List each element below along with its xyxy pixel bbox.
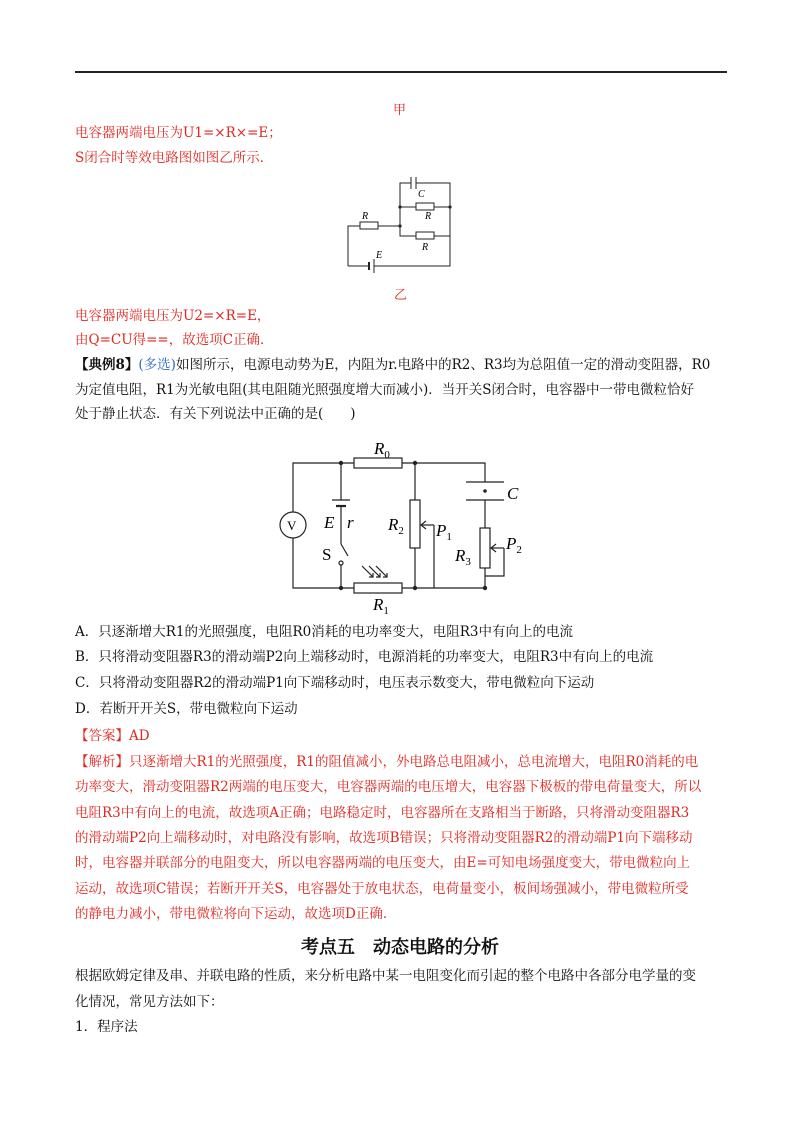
answer-value: AD xyxy=(129,728,150,744)
label-r: r xyxy=(347,513,354,532)
example-text-1: 如图所示，电源电动势为E，内阻为r.电路中的R2、R3均为总阻值一定的滑动变阻器，R0 xyxy=(175,357,711,373)
voltmeter-label: V xyxy=(287,518,297,533)
yi-label-r-bottom: R xyxy=(422,242,429,253)
label-p1: $P_1$ xyxy=(436,521,452,543)
example-circuit xyxy=(270,430,540,615)
yi-label-e: E xyxy=(376,250,383,261)
analysis-line-4: 的滑动端P2向上端移动时，对电路没有影响，故选项B错误；只将滑动变阻器R2的滑动端P1向下端移动 xyxy=(75,830,693,846)
analysis-line-6: 运动，故选项C错误；若断开开关S，电容器处于放电状态，电荷量变小，板间场强减小，带电微粒所受 xyxy=(75,881,689,897)
solution-line-1: 电容器两端电压为U1=×R×=E； xyxy=(75,125,282,141)
body-line-1: 根据欧姆定律及串、并联电路的性质，来分析电路中某一电阻变化而引起的整个电路中各部分电学量的变 xyxy=(75,968,696,984)
option-c: C．只将滑动变阻器R2的滑动端P1向下端移动时，电压表示数变大，带电微粒向下运动 xyxy=(75,675,595,691)
label-p2: $P_2$ xyxy=(506,534,522,556)
multi-choice-tag: (多选) xyxy=(138,357,176,373)
body-line-3: 1．程序法 xyxy=(75,1019,138,1035)
label-r3: $R_3$ xyxy=(455,546,471,568)
analysis-line-7: 的静电力减小，带电微粒将向下运动，故选项D正确． xyxy=(75,906,397,922)
label-r2: $R_2$ xyxy=(388,515,404,537)
label-r1: $R_1$ xyxy=(373,595,389,615)
figure-jia-caption: 甲 xyxy=(393,103,407,118)
yi-label-c: C xyxy=(418,189,425,200)
body-line-2: 化情况，常见方法如下： xyxy=(75,994,224,1010)
example-line-2: 为定值电阻，R1为光敏电阻(其电阻随光照强度增大而减小)．当开关S闭合时，电容器中一带电微粒恰好 xyxy=(75,382,695,398)
yi-label-r-left: R xyxy=(362,211,369,222)
label-e: E xyxy=(324,513,335,532)
analysis-tag: 【解析】 xyxy=(75,754,129,770)
section-title: 考点五 动态电路的分析 xyxy=(301,937,499,958)
yi-label-r-top: R xyxy=(425,211,432,222)
analysis-line-1: 【解析】只逐渐增大R1的光照强度，R1的阻值减小，外电路总电阻减小，总电流增大，电阻R0消耗的电 xyxy=(75,754,699,770)
header-rule xyxy=(75,71,727,73)
option-b: B．只将滑动变阻器R3的滑动端P2向上端移动时，电源消耗的功率变大，电阻R3中有向上的电流 xyxy=(75,649,654,665)
solution-line-4: 由Q=CU得==，故选项C正确． xyxy=(75,332,274,348)
figure-yi-caption: 乙 xyxy=(394,288,408,303)
solution-line-2: S闭合时等效电路图如图乙所示． xyxy=(75,150,274,166)
analysis-line-5: 时，电容器并联部分的电阻变大，所以电容器两端的电压变大，由E=可知电场强度变大，带电微粒向上 xyxy=(75,855,691,871)
option-d: D．若断开开关S，带电微粒向下运动 xyxy=(75,701,298,717)
figure-yi-circuit xyxy=(340,175,460,275)
option-a: A．只逐渐增大R1的光照强度，电阻R0消耗的电功率变大，电阻R3中有向上的电流 xyxy=(75,624,574,640)
solution-line-3: 电容器两端电压为U2=×R=E， xyxy=(75,308,271,324)
label-r0: $R_0$ xyxy=(374,439,390,461)
analysis-line-2: 功率变大，滑动变阻器R2两端的电压变大，电容器两端的电压增大，电容器下极板的带电荷量变大，所以 xyxy=(75,779,702,795)
example-line-1 xyxy=(75,356,710,374)
example-line-3: 处于静止状态．有关下列说法中正确的是( ) xyxy=(75,406,356,422)
answer-line xyxy=(75,727,150,745)
label-s: S xyxy=(322,545,332,564)
analysis-line-3: 电阻R3中有向上的电流，故选项A正确；电路稳定时，电容器所在支路相当于断路，只将滑动变阻器R3 xyxy=(75,805,690,821)
example-tag: 【典例8】 xyxy=(75,357,139,373)
answer-tag: 【答案】 xyxy=(75,728,129,744)
label-c: C xyxy=(507,484,519,503)
